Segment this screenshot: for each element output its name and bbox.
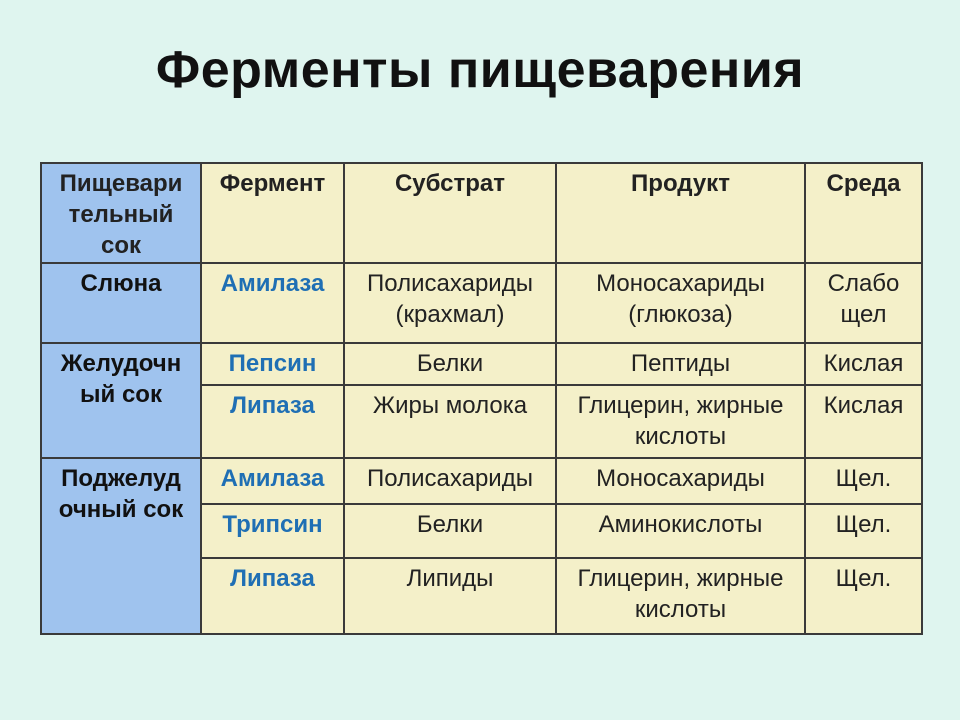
table-header-row: [41, 163, 922, 263]
header-substrate: Субстрат: [344, 163, 556, 263]
juice-cell-pancreatic: Поджелуд очный сок: [41, 458, 201, 634]
medium-cell: Слабо щел: [805, 263, 922, 343]
medium-cell: Щел.: [805, 558, 922, 634]
enzyme-cell: Амилаза: [201, 263, 344, 343]
substrate-cell: Полисахариды: [344, 458, 556, 504]
product-cell: Моносахариды: [556, 458, 805, 504]
product-cell: Глицерин, жирные кислоты: [556, 558, 805, 634]
enzyme-cell: Пепсин: [201, 343, 344, 385]
header-juice: Пищевари тельный сок: [41, 163, 201, 263]
substrate-cell: Белки: [344, 343, 556, 385]
substrate-cell: Жиры молока: [344, 385, 556, 458]
enzyme-cell: Липаза: [201, 385, 344, 458]
header-medium: Среда: [805, 163, 922, 263]
table-row: [41, 263, 922, 343]
substrate-cell: Полисахариды (крахмал): [344, 263, 556, 343]
substrate-cell: Липиды: [344, 558, 556, 634]
medium-cell: Щел.: [805, 504, 922, 558]
table-row: [41, 458, 922, 504]
header-product: Продукт: [556, 163, 805, 263]
enzyme-cell: Трипсин: [201, 504, 344, 558]
enzymes-table: [40, 162, 923, 635]
header-enzyme: Фермент: [201, 163, 344, 263]
medium-cell: Щел.: [805, 458, 922, 504]
page-title: Ферменты пищеварения: [155, 41, 805, 99]
product-cell: Моносахариды (глюкоза): [556, 263, 805, 343]
juice-cell-gastric: Желудочн ый сок: [41, 343, 201, 458]
enzyme-cell: Липаза: [201, 558, 344, 634]
product-cell: Глицерин, жирные кислоты: [556, 385, 805, 458]
product-cell: Пептиды: [556, 343, 805, 385]
product-cell: Аминокислоты: [556, 504, 805, 558]
medium-cell: Кислая: [805, 343, 922, 385]
juice-cell-saliva: Слюна: [41, 263, 201, 343]
table-row: [41, 343, 922, 385]
substrate-cell: Белки: [344, 504, 556, 558]
medium-cell: Кислая: [805, 385, 922, 458]
enzyme-cell: Амилаза: [201, 458, 344, 504]
